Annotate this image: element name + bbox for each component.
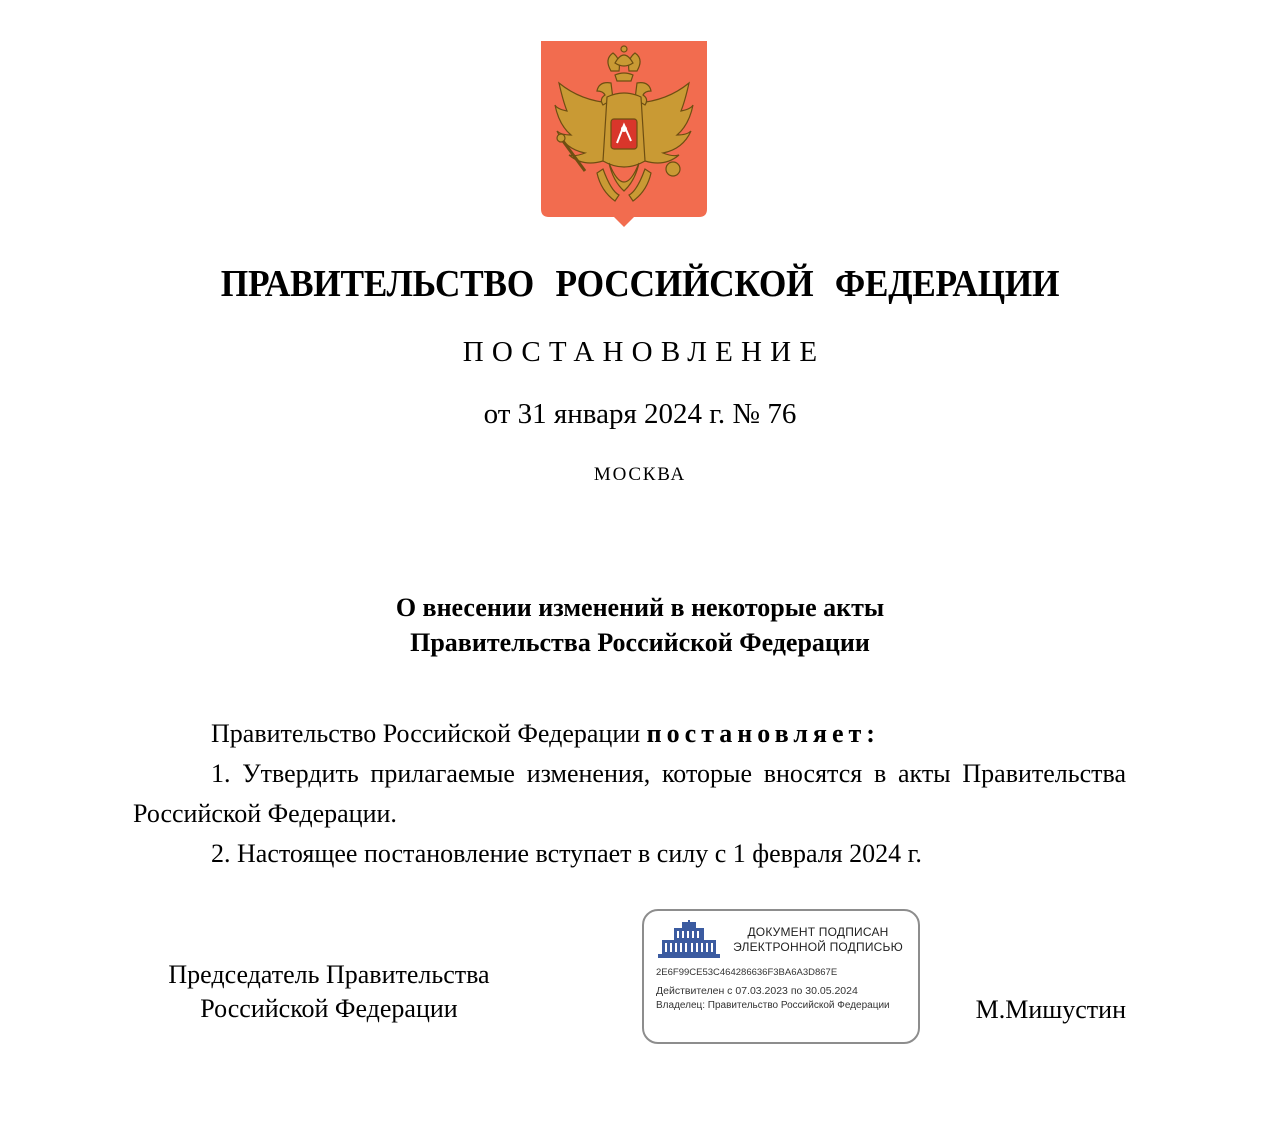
document-subject: [0, 590, 1280, 660]
item-2: 2. Настоящее постановление вступает в силу с 1 февраля 2024 г.: [211, 839, 922, 868]
city: МОСКВА: [593, 464, 687, 485]
certificate-number: 2E6F99CE53C464286636F3BA6A3D867E: [656, 967, 838, 978]
document-type: ПОСТАНОВЛЕНИЕ: [462, 336, 826, 368]
resolves-word: постановляет:: [646, 719, 880, 748]
subject-line-2: Правительства Российской Федерации: [410, 628, 870, 657]
signer-position-line-1: Председатель Правительства: [168, 960, 490, 989]
certificate-validity: Действителен с 07.03.2023 по 30.05.2024: [656, 985, 858, 997]
certificate-owner: Владелец: Правительство Российской Федерации: [656, 1000, 890, 1011]
stamp-header-line-1: ДОКУМЕНТ ПОДПИСАН: [747, 925, 889, 939]
signer-position: [133, 958, 525, 1026]
document-body: [133, 714, 1126, 874]
signer-position-line-2: Российской Федерации: [200, 994, 458, 1023]
stamp-header: [724, 925, 912, 955]
preamble-text: Правительство Российской Федерации: [211, 719, 641, 748]
stamp-header-line-2: ЭЛЕКТРОННОЙ ПОДПИСЬЮ: [733, 940, 903, 954]
subject-line-1: О внесении изменений в некоторые акты: [395, 593, 885, 622]
signer-name: М.Мишустин: [975, 995, 1126, 1024]
government-title: ПРАВИТЕЛЬСТВО РОССИЙСКОЙ ФЕДЕРАЦИИ: [220, 263, 1060, 305]
electronic-signature-stamp: [642, 909, 920, 1044]
preamble: [133, 714, 1126, 754]
date-and-number: от 31 января 2024 г. № 76: [483, 398, 797, 430]
government-building-icon: [656, 920, 722, 960]
coat-of-arms-icon: [541, 41, 707, 227]
item-1: 1. Утвердить прилагаемые изменения, которые вносятся в акты Правительства Российской Федерации.: [133, 759, 1126, 828]
